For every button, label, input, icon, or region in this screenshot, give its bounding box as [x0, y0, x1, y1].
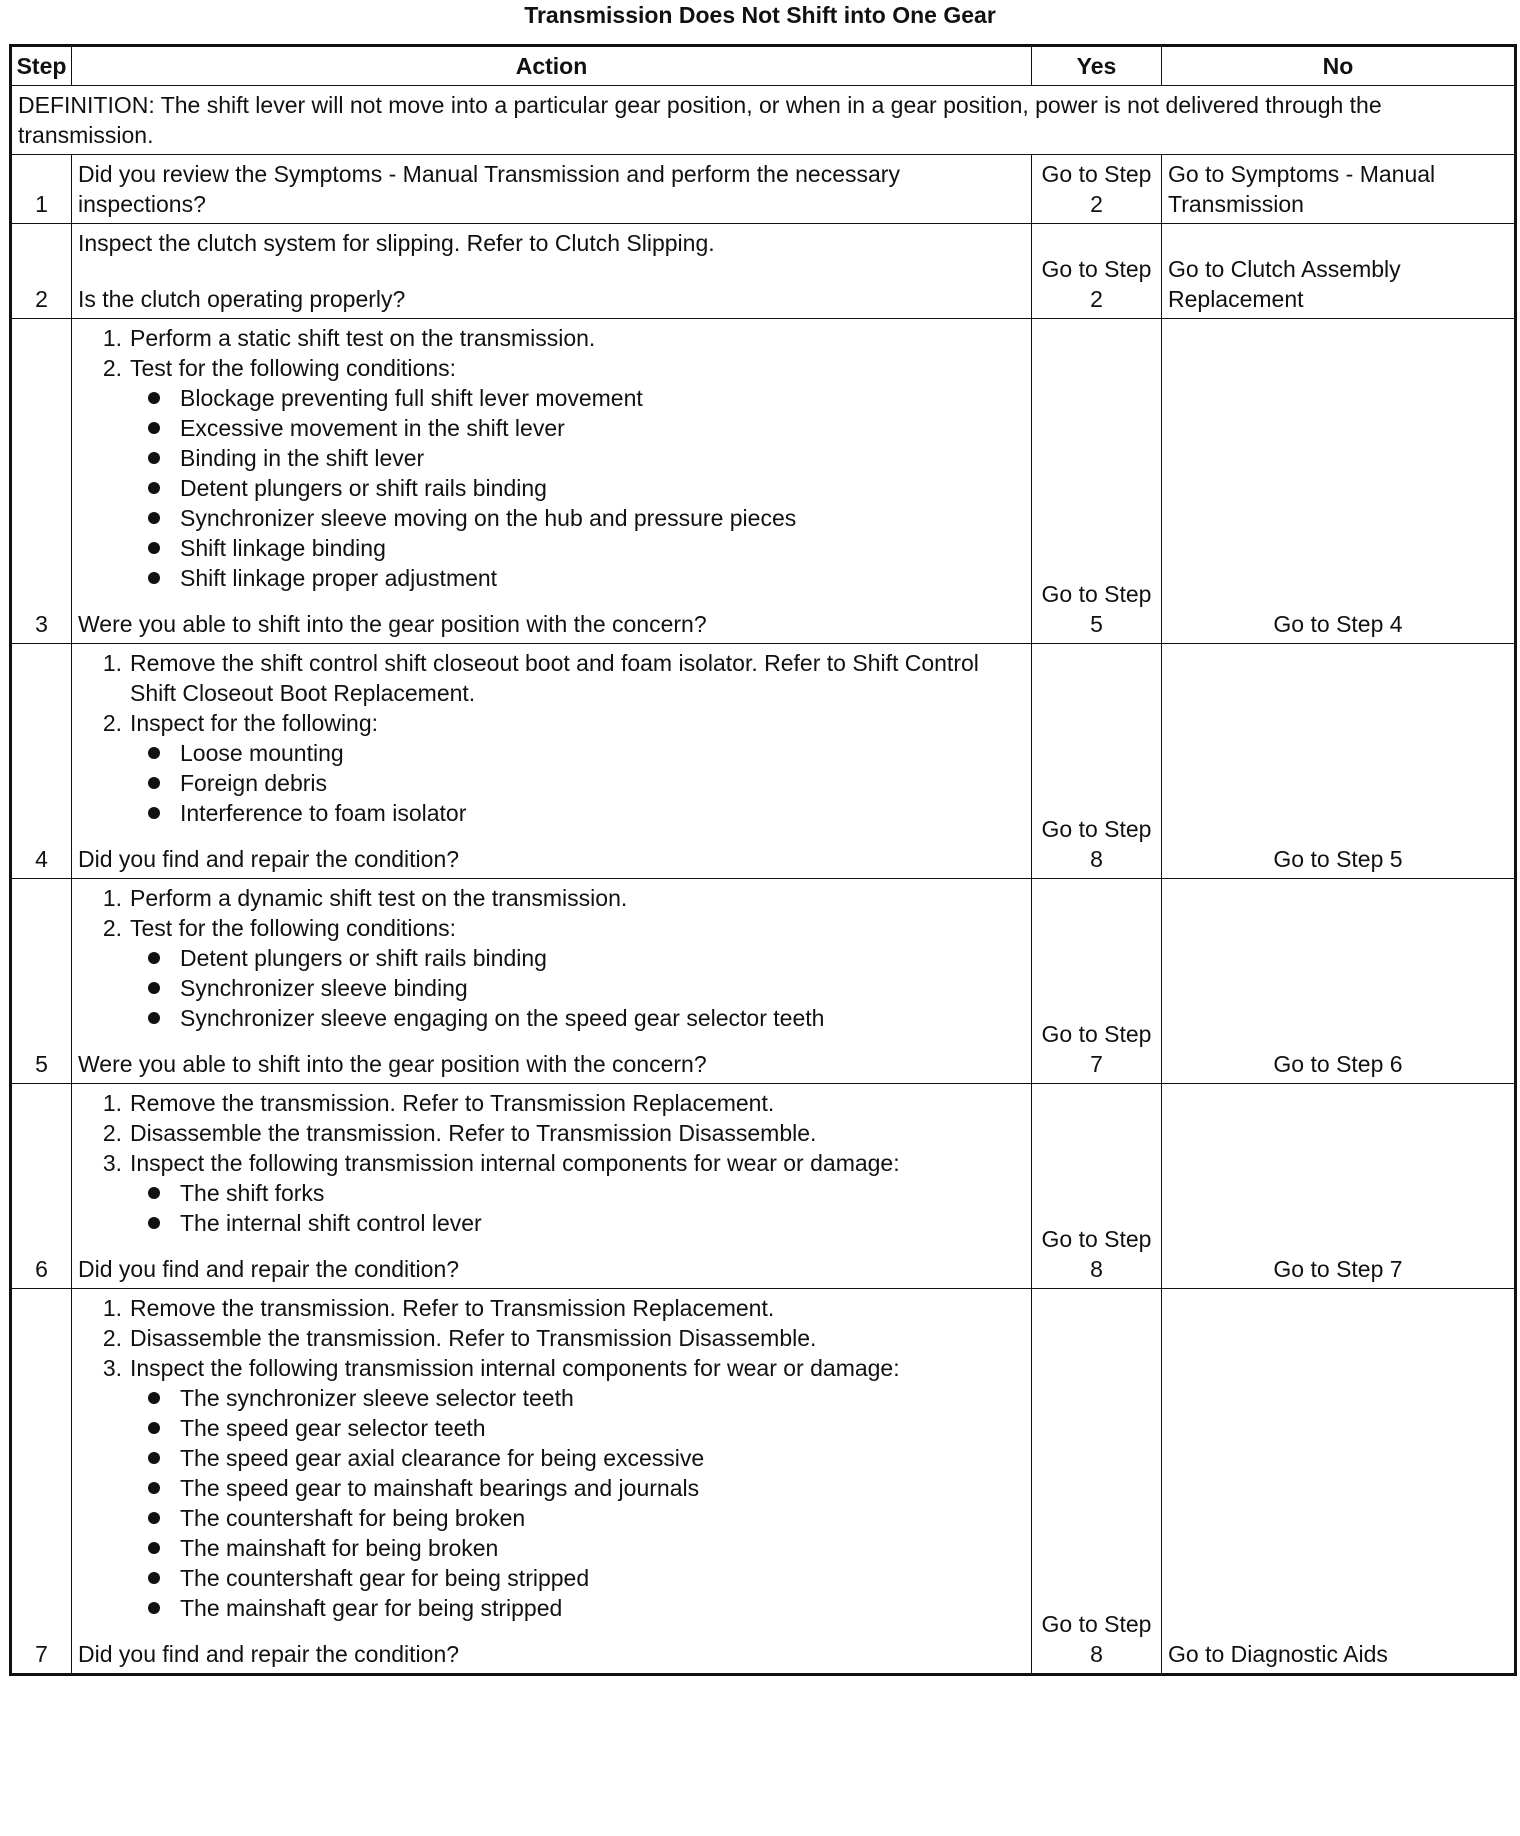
- substep: [130, 1118, 1025, 1148]
- bullet-item: The internal shift control lever: [180, 1208, 1025, 1238]
- bullet-item: Detent plungers or shift rails binding: [180, 943, 1025, 973]
- substep-text: Remove the transmission. Refer to Transmission Replacement.: [130, 1295, 775, 1321]
- bullet-item: The shift forks: [180, 1178, 1025, 1208]
- bullet-item: Foreign debris: [180, 768, 1025, 798]
- substep-text: Inspect for the following:: [130, 710, 379, 736]
- bullet-item: Binding in the shift lever: [180, 443, 1025, 473]
- table-row: [11, 224, 1516, 319]
- no-cell: Go to Step 7: [1162, 1084, 1516, 1289]
- bullet-item: Shift linkage binding: [180, 533, 1025, 563]
- substep: [130, 1088, 1025, 1118]
- header-step: Step: [11, 46, 72, 86]
- step-number: 2: [11, 224, 72, 319]
- action-cell: [72, 879, 1032, 1084]
- substep: [130, 648, 1025, 708]
- substep-list: [78, 648, 1025, 828]
- bullet-item: Detent plungers or shift rails binding: [180, 473, 1025, 503]
- substep-list: [78, 1088, 1025, 1238]
- action-cell: [72, 644, 1032, 879]
- substep: [130, 1353, 1025, 1623]
- no-cell: Go to Step 4: [1162, 319, 1516, 644]
- substep: [130, 1148, 1025, 1238]
- action-cell: [72, 155, 1032, 224]
- bullet-list: [130, 943, 1025, 1033]
- bullet-item: The mainshaft gear for being stripped: [180, 1593, 1025, 1623]
- substep: [130, 1323, 1025, 1353]
- substep-list: [78, 323, 1025, 593]
- table-row: [11, 879, 1516, 1084]
- action-question: Did you find and repair the condition?: [78, 1256, 460, 1282]
- bullet-list: [130, 1383, 1025, 1623]
- bullet-list: [130, 383, 1025, 593]
- yes-cell: Go to Step 2: [1032, 224, 1162, 319]
- diagnostic-table: [9, 44, 1517, 1676]
- bullet-item: Synchronizer sleeve moving on the hub and pressure pieces: [180, 503, 1025, 533]
- yes-cell: Go to Step 8: [1032, 1084, 1162, 1289]
- action-cell: [72, 319, 1032, 644]
- substep: [130, 323, 1025, 353]
- action-question: Were you able to shift into the gear position with the concern?: [78, 1051, 707, 1077]
- no-cell: Go to Step 5: [1162, 644, 1516, 879]
- substep-text: Disassemble the transmission. Refer to Transmission Disassemble.: [130, 1120, 817, 1146]
- step-number: 3: [11, 319, 72, 644]
- bullet-list: [130, 1178, 1025, 1238]
- table-header-row: [11, 46, 1516, 86]
- step-number: 1: [11, 155, 72, 224]
- definition-row: [11, 86, 1516, 155]
- bullet-item: The mainshaft for being broken: [180, 1533, 1025, 1563]
- action-question: Did you review the Symptoms - Manual Transmission and perform the necessary inspections?: [78, 161, 900, 217]
- yes-cell: Go to Step 5: [1032, 319, 1162, 644]
- yes-cell: Go to Step 2: [1032, 155, 1162, 224]
- bullet-item: Blockage preventing full shift lever movement: [180, 383, 1025, 413]
- substep-text: Disassemble the transmission. Refer to Transmission Disassemble.: [130, 1325, 817, 1351]
- bullet-item: Interference to foam isolator: [180, 798, 1025, 828]
- bullet-item: Shift linkage proper adjustment: [180, 563, 1025, 593]
- action-question: Did you find and repair the condition?: [78, 846, 460, 872]
- bullet-item: Excessive movement in the shift lever: [180, 413, 1025, 443]
- table-row: [11, 319, 1516, 644]
- no-cell: Go to Diagnostic Aids: [1162, 1289, 1516, 1675]
- substep-list: [78, 1293, 1025, 1623]
- step-number: 4: [11, 644, 72, 879]
- substep: [130, 883, 1025, 913]
- bullet-item: The speed gear axial clearance for being excessive: [180, 1443, 1025, 1473]
- substep-text: Remove the transmission. Refer to Transmission Replacement.: [130, 1090, 775, 1116]
- substep-text: Inspect the following transmission internal components for wear or damage:: [130, 1150, 900, 1176]
- bullet-item: Synchronizer sleeve binding: [180, 973, 1025, 1003]
- header-no: No: [1162, 46, 1516, 86]
- substep-text: Perform a dynamic shift test on the transmission.: [130, 885, 628, 911]
- action-text: Inspect the clutch system for slipping. Refer to Clutch Slipping.: [78, 230, 715, 256]
- substep-text: Remove the shift control shift closeout boot and foam isolator. Refer to Shift Control Shift Closeout Boot Replacement.: [130, 650, 979, 706]
- bullet-item: The speed gear to mainshaft bearings and journals: [180, 1473, 1025, 1503]
- substep-text: Test for the following conditions:: [130, 355, 457, 381]
- yes-cell: Go to Step 8: [1032, 644, 1162, 879]
- substep-list: [78, 883, 1025, 1033]
- substep-text: Perform a static shift test on the transmission.: [130, 325, 596, 351]
- no-cell: Go to Step 6: [1162, 879, 1516, 1084]
- substep: [130, 1293, 1025, 1323]
- bullet-item: The countershaft gear for being stripped: [180, 1563, 1025, 1593]
- action-cell: [72, 1084, 1032, 1289]
- table-row: [11, 644, 1516, 879]
- action-question: Did you find and repair the condition?: [78, 1641, 460, 1667]
- header-action: Action: [72, 46, 1032, 86]
- bullet-item: Synchronizer sleeve engaging on the speed gear selector teeth: [180, 1003, 1025, 1033]
- table-row: [11, 155, 1516, 224]
- substep: [130, 913, 1025, 1033]
- yes-cell: Go to Step 8: [1032, 1289, 1162, 1675]
- step-number: 6: [11, 1084, 72, 1289]
- action-cell: [72, 224, 1032, 319]
- yes-cell: Go to Step 7: [1032, 879, 1162, 1084]
- action-question: Is the clutch operating properly?: [78, 286, 406, 312]
- step-number: 5: [11, 879, 72, 1084]
- bullet-item: The countershaft for being broken: [180, 1503, 1025, 1533]
- table-row: [11, 1084, 1516, 1289]
- document-title: Transmission Does Not Shift into One Gear: [524, 2, 996, 28]
- action-question: Were you able to shift into the gear position with the concern?: [78, 611, 707, 637]
- substep: [130, 353, 1025, 593]
- no-cell: Go to Symptoms - Manual Transmission: [1162, 155, 1516, 224]
- table-row: [11, 1289, 1516, 1675]
- step-number: 7: [11, 1289, 72, 1675]
- bullet-item: Loose mounting: [180, 738, 1025, 768]
- bullet-item: The synchronizer sleeve selector teeth: [180, 1383, 1025, 1413]
- no-cell: Go to Clutch Assembly Replacement: [1162, 224, 1516, 319]
- action-cell: [72, 1289, 1032, 1675]
- definition-text: DEFINITION: The shift lever will not move into a particular gear position, or when in a gear position, power is not delivered through the transmission.: [11, 86, 1516, 155]
- bullet-list: [130, 738, 1025, 828]
- substep-text: Inspect the following transmission internal components for wear or damage:: [130, 1355, 900, 1381]
- substep-text: Test for the following conditions:: [130, 915, 457, 941]
- bullet-item: The speed gear selector teeth: [180, 1413, 1025, 1443]
- substep: [130, 708, 1025, 828]
- header-yes: Yes: [1032, 46, 1162, 86]
